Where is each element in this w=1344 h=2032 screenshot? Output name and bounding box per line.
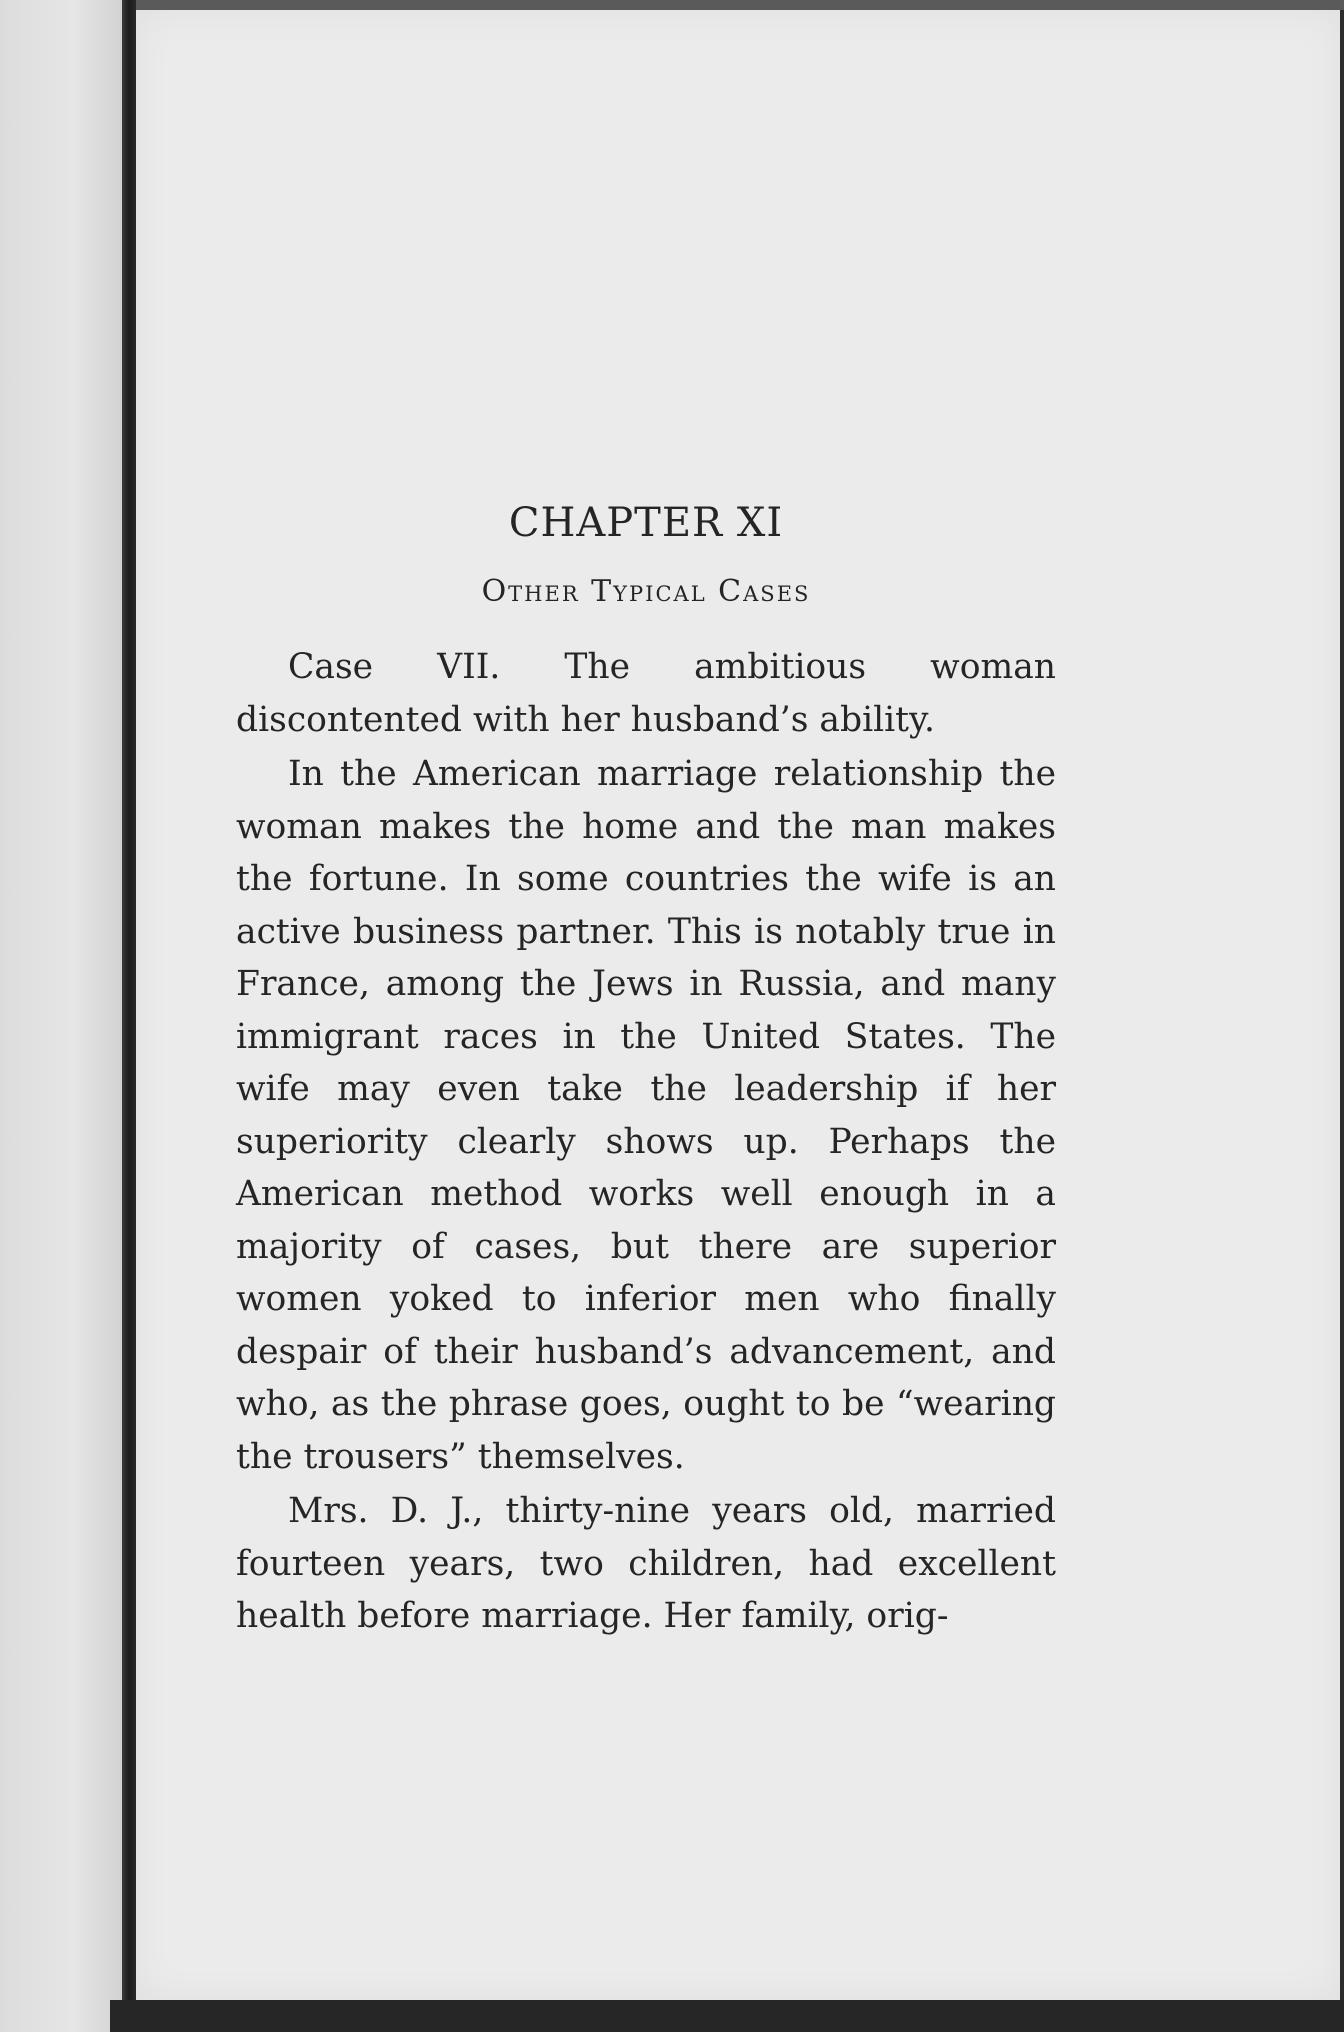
page-bottom-edge: [110, 2000, 1344, 2032]
body-paragraph: In the American marriage relationship the woman makes the home and the man makes the fortune. In some countries the wife is an active business partner. This is notably true in France, among the Jews in Russia, and many immigrant races in the United States. The wife may even take the leadership if her superiority clearly shows up. Perhaps the American method works well enough in a majority of cases, but there are superior women yoked to inferior men who finally despair of their husband’s advancement, and who, as the phrase goes, ought to be “wearing the trousers” themselves.: [236, 754, 1056, 1477]
page-text: [236, 500, 1056, 1643]
case-heading-paragraph: Case VII. The ambitious woman discontented with her husband’s ability.: [236, 647, 1056, 740]
body-paragraph-continued: Mrs. D. J., thirty-nine years old, married fourteen years, two children, had excellent health before marriage. Her family, orig-: [236, 1491, 1056, 1636]
chapter-title: CHAPTER XI: [508, 500, 784, 546]
facing-page-edge: [0, 0, 122, 2032]
page-top-edge: [136, 0, 1344, 10]
book-gutter: [122, 0, 136, 2032]
chapter-subtitle: Other Typical Cases: [481, 574, 811, 609]
